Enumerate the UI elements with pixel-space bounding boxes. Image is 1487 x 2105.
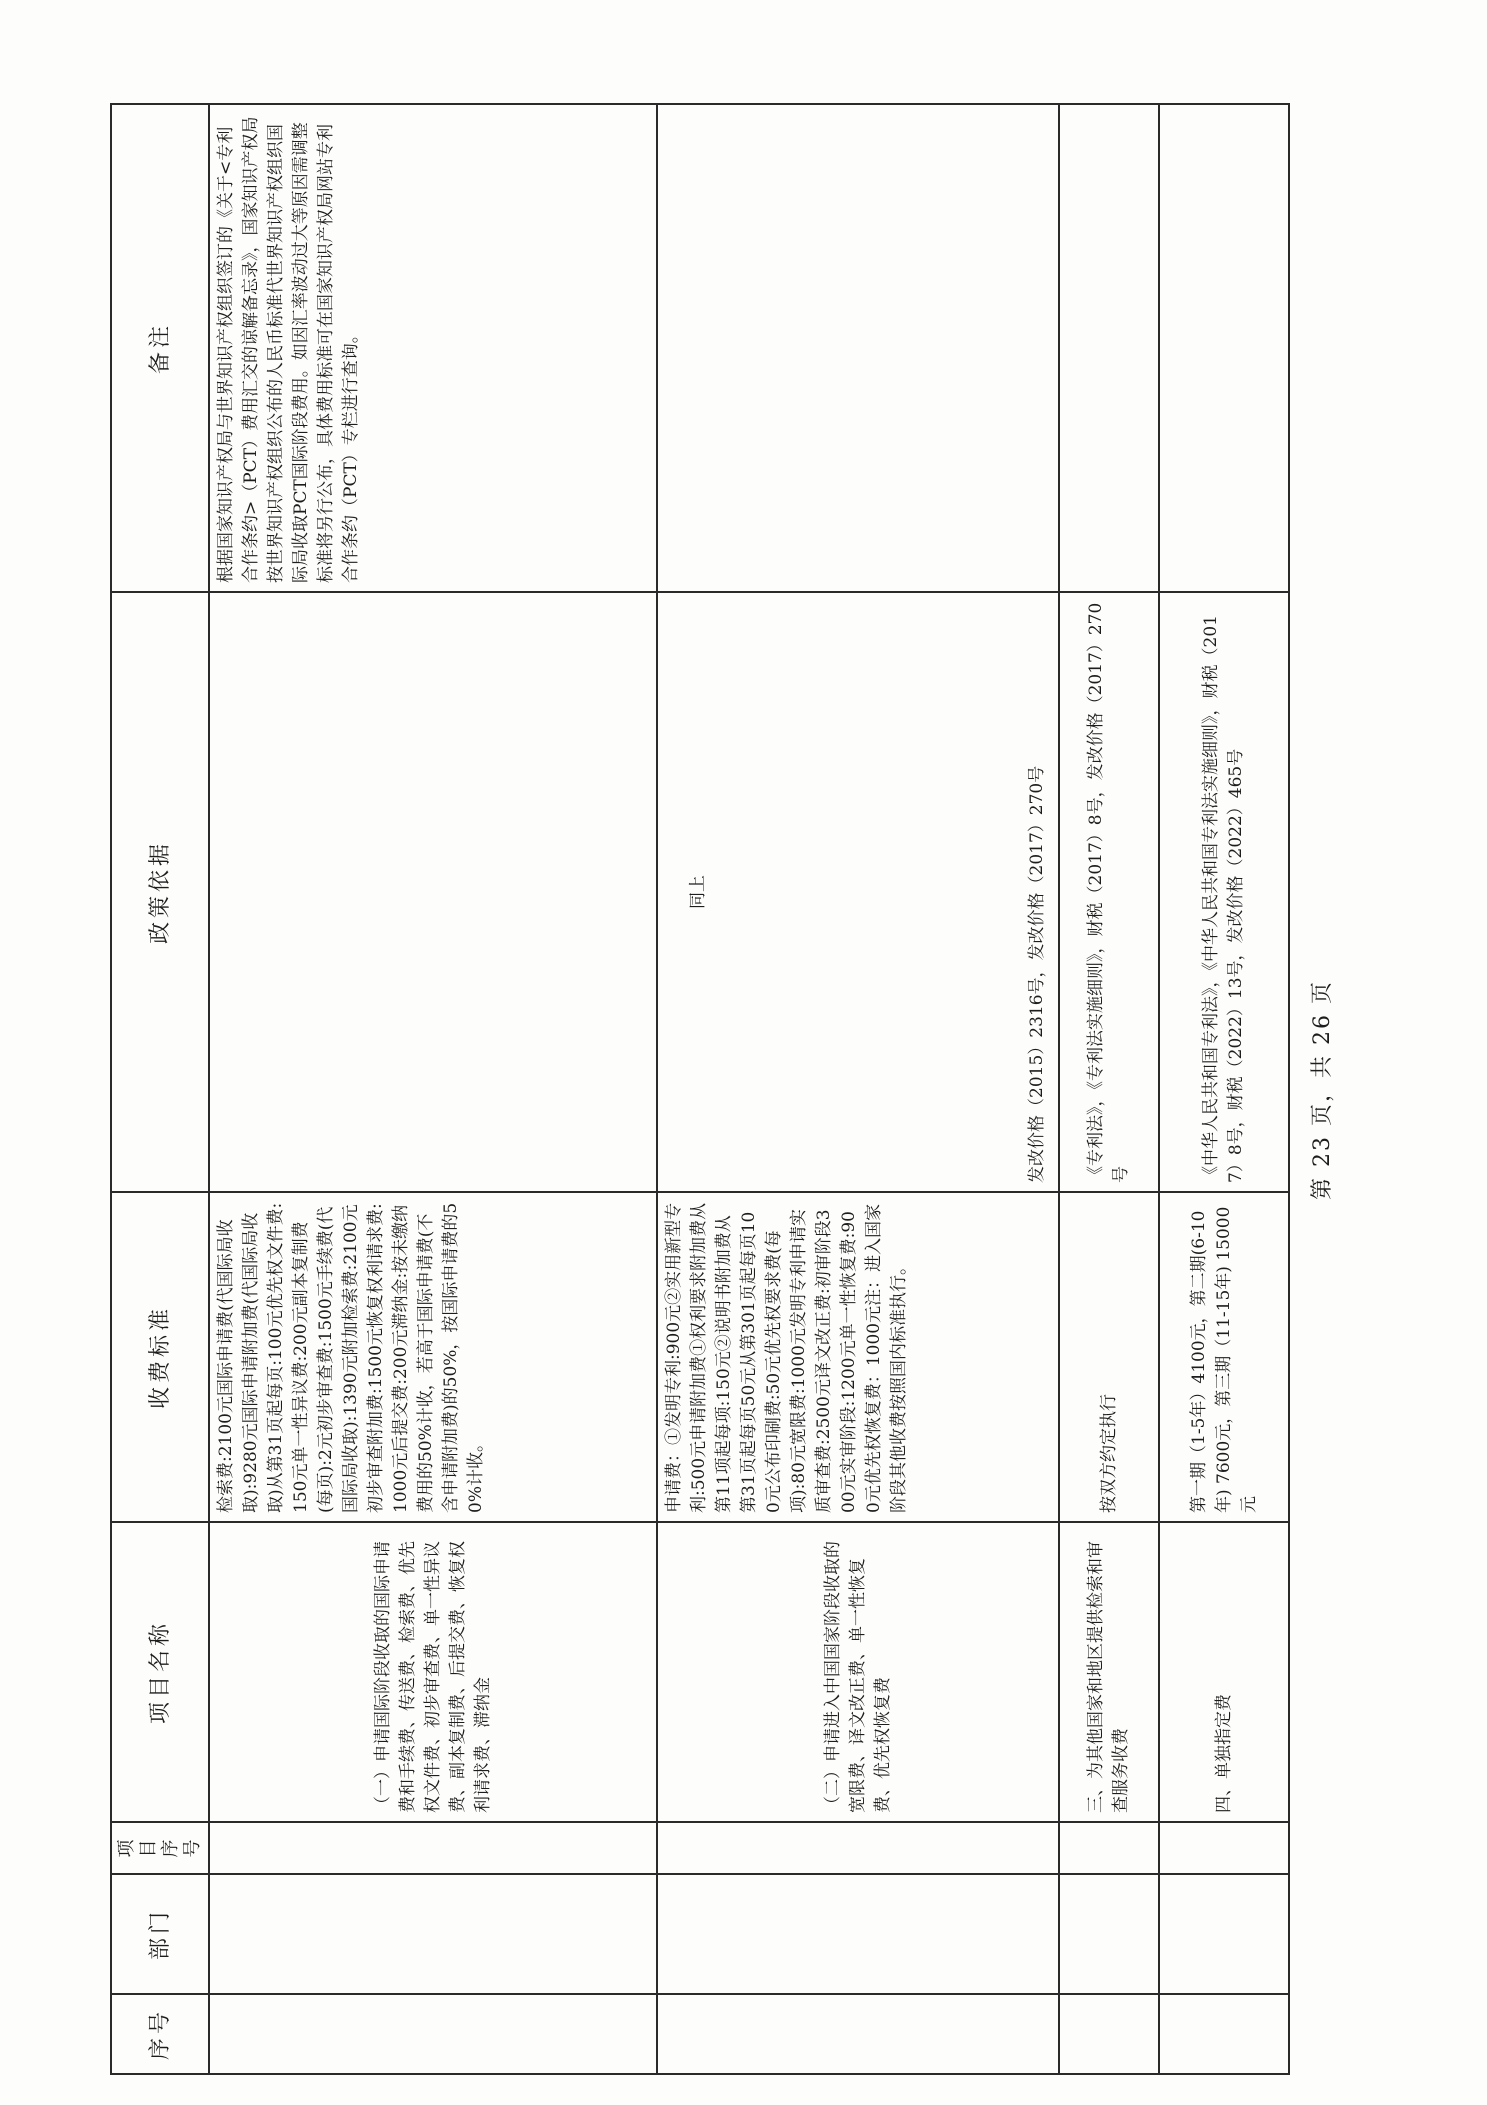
cell-item-name: 四、单独指定费 <box>1159 1522 1289 1822</box>
page-number: 第 23 页，共 26 页 <box>1310 980 1335 1200</box>
header-item-seq: 项目序号 <box>111 1822 209 1874</box>
cell-item-name: （二）申请进入中国国家阶段收取的宽限费、译文改正费、单一性恢复费、优先权恢复费 <box>657 1522 1059 1822</box>
cell-seq <box>1059 1994 1159 2074</box>
header-fee-standard: 收费标准 <box>111 1192 209 1522</box>
cell-policy-basis: 《专利法》，《专利法实施细则》，财税（2017）8号，发改价格（2017）270号 <box>1059 592 1159 1192</box>
table-row <box>657 104 1059 2074</box>
cell-department <box>209 1874 657 1994</box>
cell-fee-standard: 检索费:2100元国际申请费(代国际局收取):9280元国际申请附加费(代国际局收取)从第31页起每页:100元优先权文件费:150元单一性异议费:200元副本复制费(每页):2元初步审查费:1500元手续费(代国际局收取):1390元附加检索费:2100元初步审查附加费:1500元恢复权利请求费:1000元后提交费:200元滞纳金:按未缴纳费用的50%计收，若高于国际申请费(不含申请附加费)的50%，按国际申请费的50%计收。 <box>209 1192 657 1522</box>
cell-item-seq <box>209 1822 657 1874</box>
cell-seq <box>1159 1994 1289 2074</box>
cell-item-seq <box>657 1822 1059 1874</box>
cell-remarks <box>657 104 1059 592</box>
header-department: 部门 <box>111 1874 209 1994</box>
header-remarks: 备注 <box>111 104 209 592</box>
table-row <box>1159 104 1289 2074</box>
header-seq: 序号 <box>111 1994 209 2074</box>
cell-policy-basis: 《中华人民共和国专利法》，《中华人民共和国专利法实施细则》，财税（2017）8号，财税（2022）13号，发改价格（2022）465号 <box>1159 592 1289 1192</box>
header-policy-basis: 政策依据 <box>111 592 209 1192</box>
cell-item-seq <box>1059 1822 1159 1874</box>
header-item-name: 项目名称 <box>111 1522 209 1822</box>
cell-department <box>1059 1874 1159 1994</box>
rotated-page <box>110 105 1350 2075</box>
cell-department <box>1159 1874 1289 1994</box>
cell-department <box>657 1874 1059 1994</box>
cell-fee-standard: 申请费：①发明专利:900元②实用新型专利:500元申请附加费①权利要求附加费从第11项起每项:150元②说明书附加费从第31页起每页50元从第301页起每页100元公布印刷费:50元优先权要求费(每项):80元宽限费:1000元发明专利申请实质审查费:2500元译文改正费:初审阶段300元实审阶段:1200元单一性恢复费:900元优先权恢复费：1000元注：进入国家阶段其他收费按照国内标准执行。 <box>657 1192 1059 1522</box>
fee-table <box>110 103 1290 2075</box>
cell-fee-standard: 第一期（1-5年）4100元，第二期(6-10年) 7600元，第三期（11-15年) 15000元 <box>1159 1192 1289 1522</box>
cell-remarks: 根据国家知识产权局与世界知识产权组织签订的《关于<专利合作条约>（PCT）费用汇交的谅解备忘录》，国家知识产权局按世界知识产权组织公布的人民币标准代世界知识产权组织国际局收取PCT国际阶段费用。如因汇率波动过大等原因需调整标准将另行公布，具体费用标准可在国家知识产权局网站专利合作条约（PCT）专栏进行查询。 <box>209 104 657 592</box>
table-row <box>209 104 657 2074</box>
policy-note-same-as-above: 同上 <box>688 875 708 909</box>
cell-policy-basis <box>657 592 1059 1192</box>
cell-seq <box>657 1994 1059 2074</box>
table-row <box>1059 104 1159 2074</box>
cell-fee-standard: 按双方约定执行 <box>1059 1192 1159 1522</box>
cell-remarks <box>1059 104 1159 592</box>
cell-item-name: 三、为其他国家和地区提供检索和审查服务收费 <box>1059 1522 1159 1822</box>
cell-policy-basis <box>209 592 657 1192</box>
policy-basis-text: 发改价格（2015）2316号，发改价格（2017）270号 <box>1027 765 1047 1183</box>
cell-item-seq <box>1159 1822 1289 1874</box>
header-row <box>111 104 209 2074</box>
cell-remarks <box>1159 104 1289 592</box>
cell-seq <box>209 1994 657 2074</box>
cell-item-name: （一）申请国际阶段收取的国际申请费和手续费、传送费、检索费、优先权文件费、初步审查费、单一性异议费、副本复制费、后提交费、恢复权利请求费、滞纳金 <box>209 1522 657 1822</box>
